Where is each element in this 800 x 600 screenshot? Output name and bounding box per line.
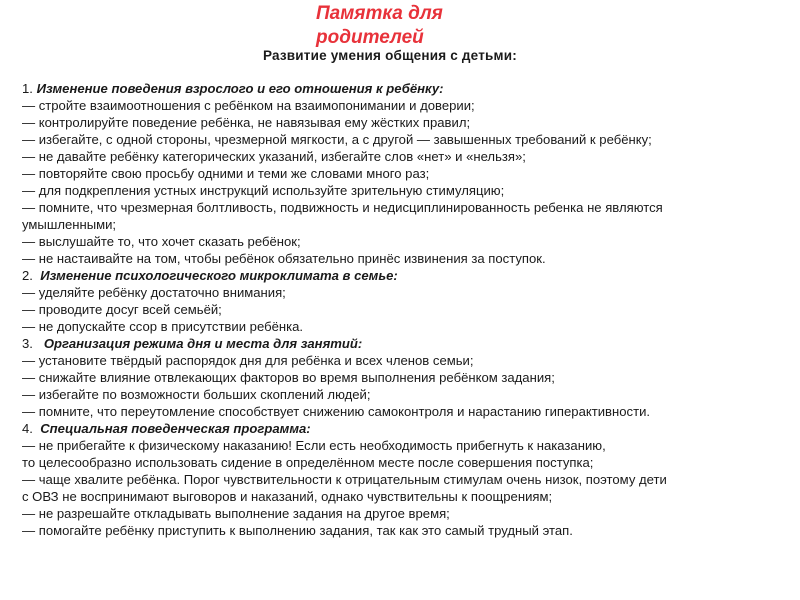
memo-content: [22, 80, 792, 539]
list-item: умышленными;: [22, 217, 117, 232]
page-title: Памятка для родителей: [316, 3, 443, 48]
list-item: — избегайте, с одной стороны, чрезмерной мягкости, а с другой — завышенных требований к ребёнку;: [22, 132, 652, 147]
list-item: — уделяйте ребёнку достаточно внимания;: [22, 285, 286, 300]
list-item: — контролируйте поведение ребёнка, не навязывая ему жёстких правил;: [22, 115, 471, 130]
list-item: — повторяйте свою просьбу одними и теми же словами много раз;: [22, 166, 430, 181]
section-heading: [22, 420, 792, 437]
list-item: — не разрешайте откладывать выполнение задания на другое время;: [22, 506, 450, 521]
list-item: — избегайте по возможности больших скоплений людей;: [22, 387, 371, 402]
section-heading-text: Изменение психологического микроклимата в семье:: [40, 268, 398, 283]
list-item: — стройте взаимоотношения с ребёнком на взаимопонимании и доверии;: [22, 98, 475, 113]
list-item: — не давайте ребёнку категорических указаний, избегайте слов «нет» и «нельзя»;: [22, 149, 526, 164]
section-heading: [22, 80, 792, 97]
section-number: 2.: [22, 268, 41, 283]
section-heading-text: Организация режима дня и места для занятий:: [43, 336, 363, 351]
section-number: 3.: [22, 336, 44, 351]
list-item: то целесообразно использовать сидение в определённом месте после совершения поступка;: [22, 455, 594, 470]
list-item: — помогайте ребёнку приступить к выполнению задания, так как это самый трудный этап.: [22, 523, 573, 538]
section-heading-text: Специальная поведенческая программа:: [40, 421, 311, 436]
section-heading: [22, 335, 792, 352]
subtitle: Развитие умения общения с детьми:: [263, 48, 517, 63]
section-heading-text: Изменение поведения взрослого и его отношения к ребёнку:: [36, 81, 444, 96]
list-item: — для подкрепления устных инструкций используйте зрительную стимуляцию;: [22, 183, 505, 198]
list-item: — снижайте влияние отвлекающих факторов во время выполнения ребёнком задания;: [22, 370, 555, 385]
list-item: — установите твёрдый распорядок дня для ребёнка и всех членов семьи;: [22, 353, 474, 368]
section-number: 4.: [22, 421, 41, 436]
section-heading: [22, 267, 792, 284]
list-item: — помните, что чрезмерная болтливость, подвижность и недисциплинированность ребенка не являются: [22, 200, 663, 215]
section-number: 1.: [22, 81, 37, 96]
list-item: — помните, что переутомление способствует снижению самоконтроля и нарастанию гиперактивности.: [22, 404, 651, 419]
list-item: — не допускайте ссор в присутствии ребёнка.: [22, 319, 304, 334]
list-item: с ОВЗ не воспринимают выговоров и наказаний, однако чувствительны к поощрениям;: [22, 489, 553, 504]
list-item: — выслушайте то, что хочет сказать ребёнок;: [22, 234, 301, 249]
list-item: — проводите досуг всей семьёй;: [22, 302, 222, 317]
list-item: — не настаивайте на том, чтобы ребёнок обязательно принёс извинения за поступок.: [22, 251, 546, 266]
list-item: — не прибегайте к физическому наказанию! Если есть необходимость прибегнуть к наказанию,: [22, 438, 606, 453]
list-item: — чаще хвалите ребёнка. Порог чувствительности к отрицательным стимулам очень низок, поэтому дети: [22, 472, 667, 487]
